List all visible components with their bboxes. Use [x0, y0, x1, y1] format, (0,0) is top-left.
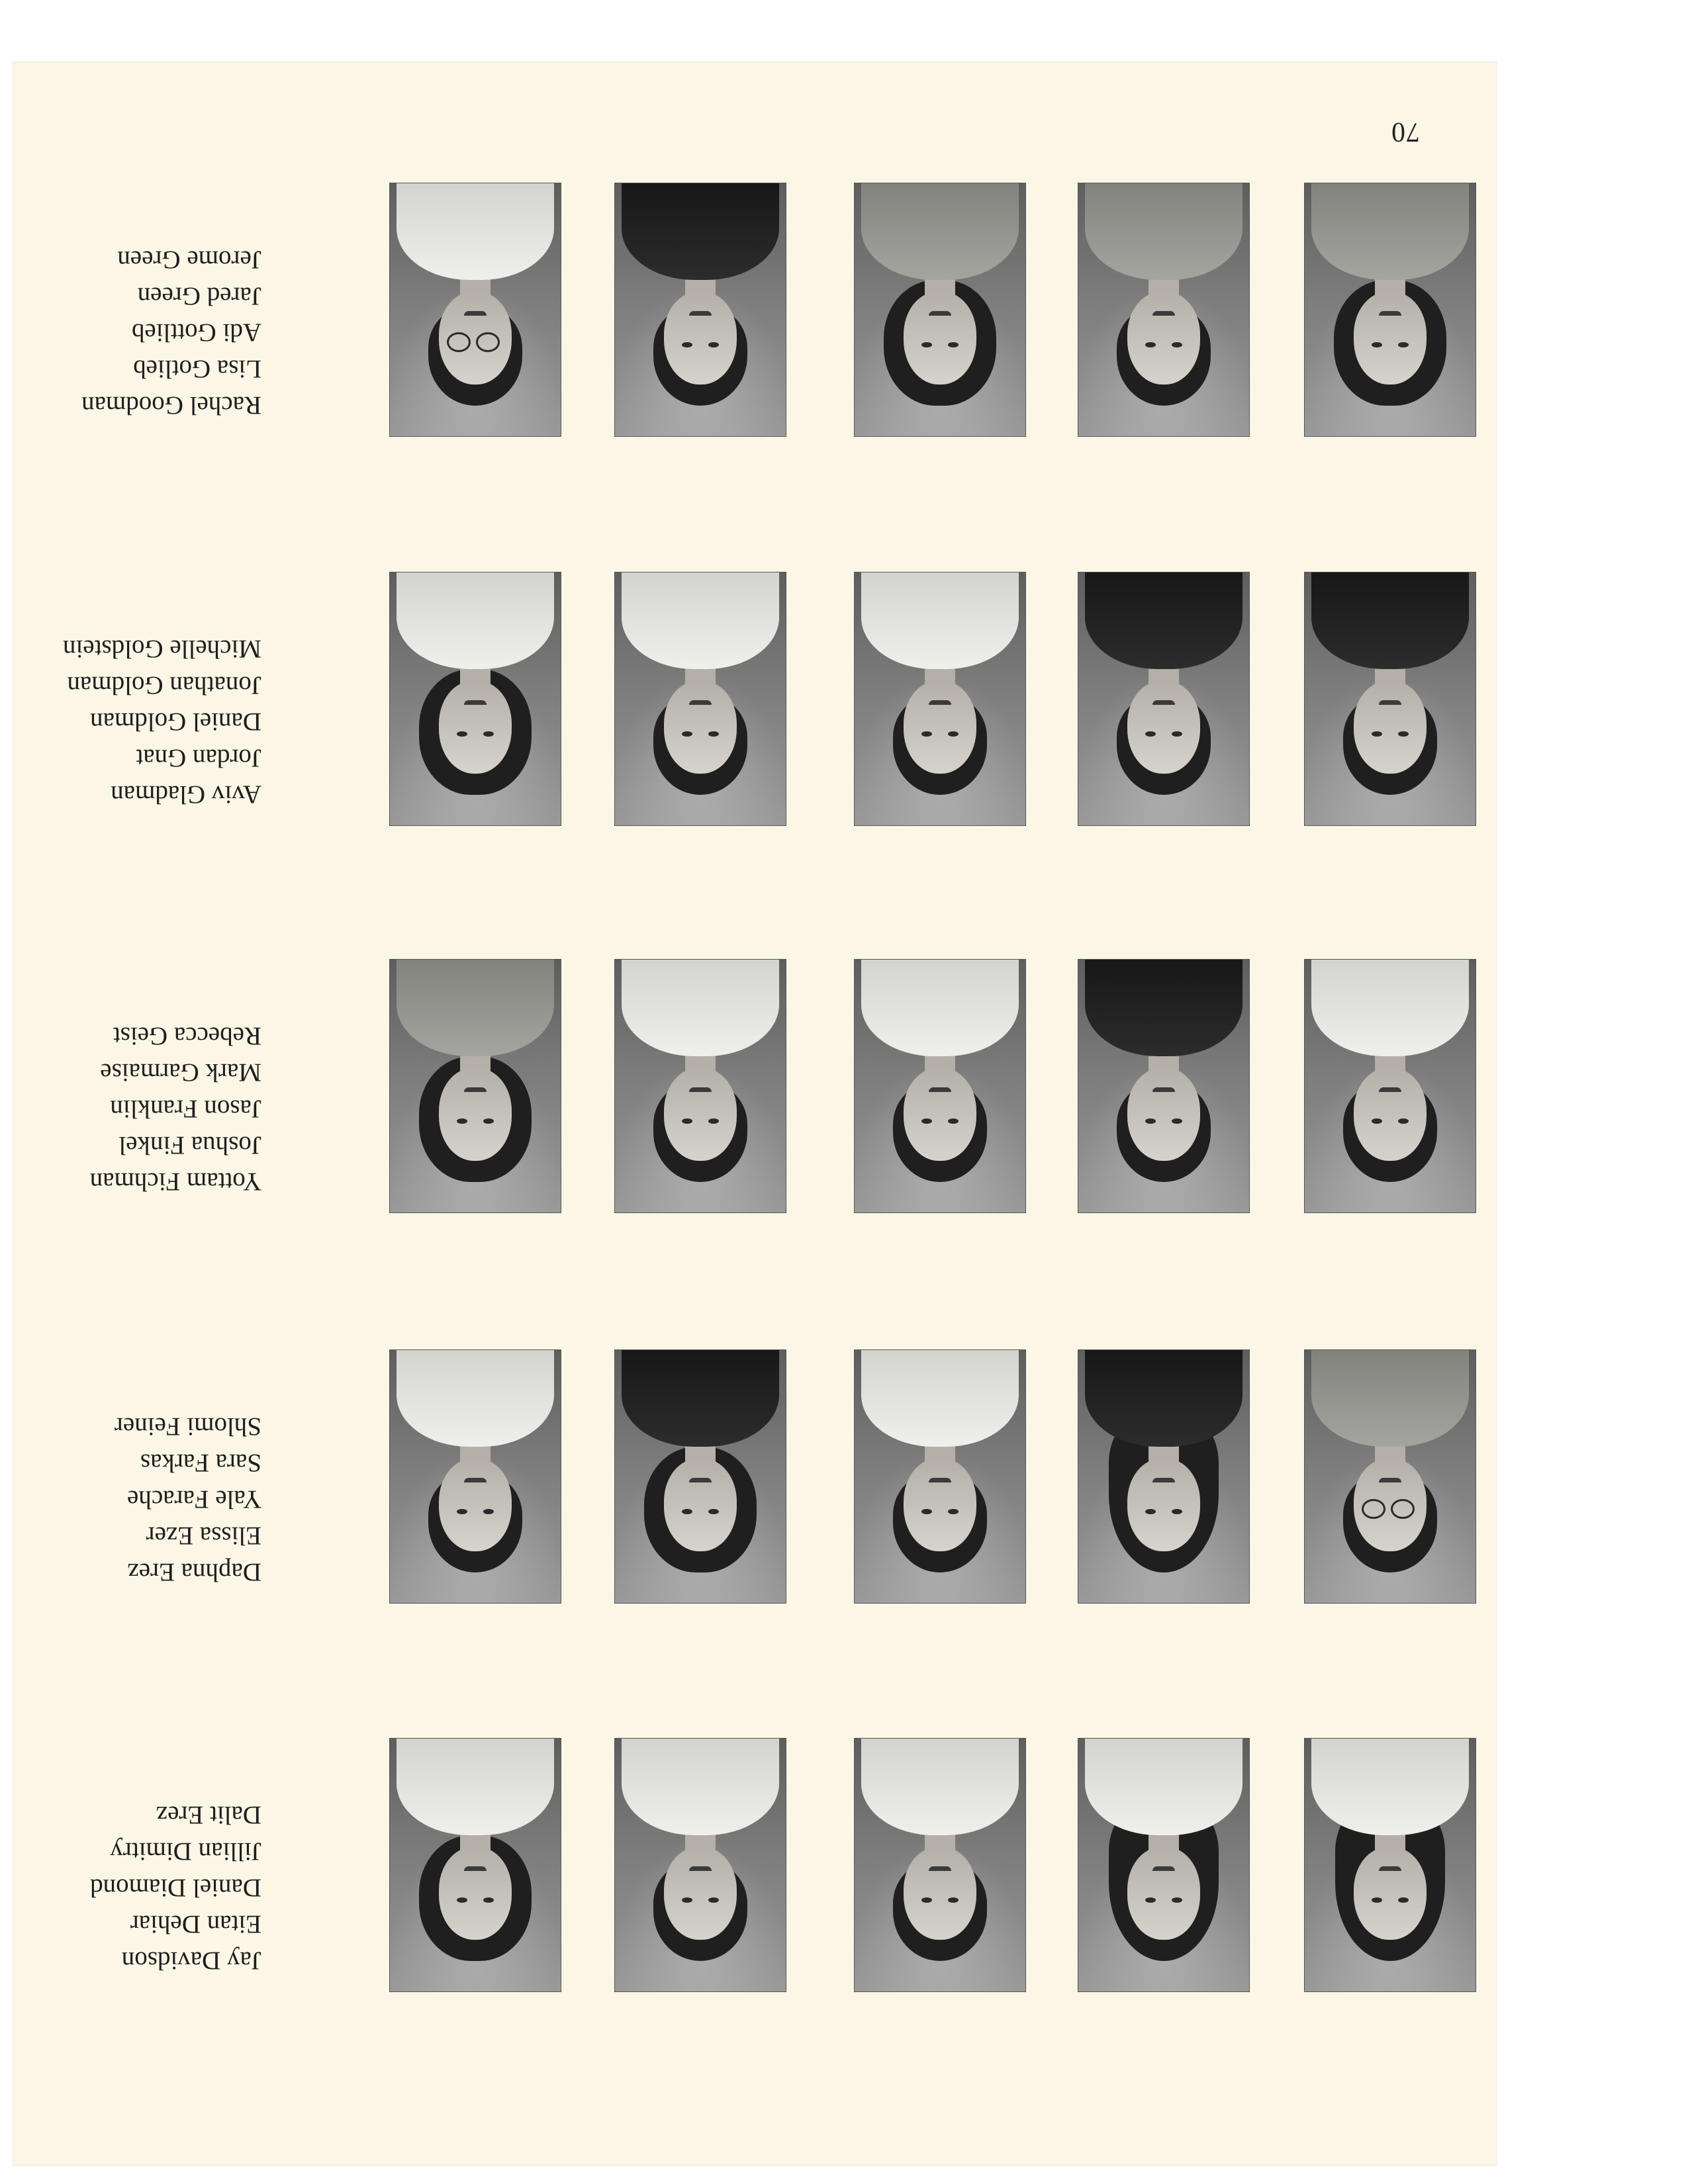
student-name: Jordan Gnat — [136, 744, 261, 772]
student-name: Eitan Dehiar — [130, 1910, 261, 1938]
student-name: Elissa Ezer — [146, 1522, 261, 1550]
student-portrait-photo — [1304, 959, 1476, 1213]
student-portrait-photo — [1304, 1738, 1476, 1992]
student-name: Jonathan Goldman — [67, 671, 261, 700]
student-portrait-photo — [389, 183, 561, 437]
student-name: Michelle Goldstein — [62, 635, 261, 663]
name-list — [0, 242, 261, 424]
student-portrait-photo — [614, 1738, 786, 1992]
student-name: Jillian Dimitry — [110, 1837, 261, 1866]
student-portrait-photo — [389, 1349, 561, 1604]
student-name: Daphna Erez — [127, 1558, 261, 1586]
student-name: Rachel Goodman — [81, 391, 261, 420]
student-name: Shlomi Feiner — [114, 1412, 261, 1441]
student-name: Lisa Gotlieb — [133, 355, 261, 383]
name-list — [0, 1797, 261, 1979]
student-name: Mark Garmaise — [100, 1058, 261, 1087]
name-list — [0, 631, 261, 813]
student-name: Jay Davidson — [121, 1946, 261, 1975]
student-portrait-photo — [614, 959, 786, 1213]
student-portrait-photo — [1078, 572, 1250, 826]
student-portrait-photo — [1304, 572, 1476, 826]
name-list — [0, 1408, 261, 1590]
student-name: Adi Gottlieb — [131, 318, 261, 347]
student-name: Rebecca Geist — [113, 1022, 261, 1050]
student-name: Jason Franklin — [110, 1095, 261, 1123]
student-name: Jerome Green — [117, 246, 261, 274]
page-number: 70 — [1391, 116, 1420, 147]
student-portrait-photo — [614, 1349, 786, 1604]
student-portrait-photo — [614, 572, 786, 826]
student-portrait-photo — [854, 572, 1026, 826]
student-portrait-photo — [389, 959, 561, 1213]
student-name: Jared Green — [137, 282, 261, 310]
student-portrait-photo — [614, 183, 786, 437]
student-name: Joshua Finkel — [118, 1131, 261, 1160]
student-portrait-photo — [854, 183, 1026, 437]
student-name: Sara Farkas — [140, 1449, 261, 1477]
student-portrait-photo — [854, 1349, 1026, 1604]
name-list — [0, 1018, 261, 1200]
student-portrait-photo — [854, 959, 1026, 1213]
student-name: Daniel Diamond — [90, 1874, 261, 1902]
student-portrait-photo — [1078, 959, 1250, 1213]
student-portrait-photo — [1304, 1349, 1476, 1604]
student-portrait-photo — [854, 1738, 1026, 1992]
student-name: Dalit Erez — [156, 1801, 261, 1829]
student-portrait-photo — [1078, 183, 1250, 437]
student-name: Aviv Gladman — [111, 780, 261, 809]
student-portrait-photo — [1304, 183, 1476, 437]
student-name: Daniel Goldman — [90, 707, 261, 736]
student-name: Yale Farache — [127, 1485, 261, 1514]
student-portrait-photo — [1078, 1349, 1250, 1604]
student-portrait-photo — [1078, 1738, 1250, 1992]
student-portrait-photo — [389, 572, 561, 826]
student-name: Yottam Fichman — [89, 1167, 261, 1196]
student-portrait-photo — [389, 1738, 561, 1992]
